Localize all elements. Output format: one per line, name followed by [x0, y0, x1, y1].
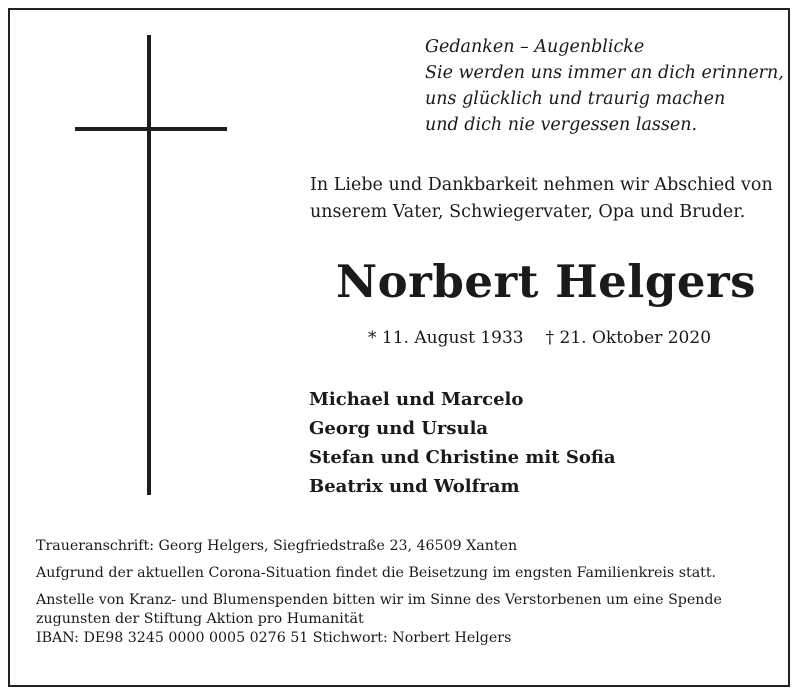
donation-iban: IBAN: DE98 3245 0000 0005 0276 51 Stichwort: Norbert Helgers	[36, 630, 512, 646]
donation-line: Anstelle von Kranz- und Blumenspenden bitten wir im Sinne des Verstorbenen um eine Spende	[36, 592, 722, 608]
donation-line: zugunsten der Stiftung Aktion pro Humanität	[36, 611, 364, 627]
cross-icon-bar	[75, 127, 227, 131]
mourner-entry: Beatrix und Wolfram	[309, 476, 520, 497]
mourner-entry: Stefan und Christine mit Sofia	[309, 447, 616, 468]
poem-line: Sie werden uns immer an dich erinnern,	[425, 63, 784, 83]
poem-line: Gedanken – Augenblicke	[425, 37, 645, 57]
birth-date: * 11. August 1933	[368, 328, 524, 348]
farewell-intro	[310, 172, 773, 226]
poem-line: und dich nie vergessen lassen.	[425, 115, 698, 135]
donation-note	[36, 591, 722, 648]
mourning-address: Traueranschrift: Georg Helgers, Siegfriedstraße 23, 46509 Xanten	[36, 538, 518, 554]
life-dates	[368, 327, 711, 349]
deceased-name: Norbert Helgers	[336, 255, 756, 308]
burial-note: Aufgrund der aktuellen Corona-Situation findet die Beisetzung im engsten Familienkreis statt.	[36, 565, 717, 581]
death-date: † 21. Oktober 2020	[545, 328, 712, 348]
poem-line: uns glücklich und traurig machen	[425, 89, 726, 109]
mourner-entry: Georg und Ursula	[309, 418, 489, 439]
notice-footer	[36, 537, 722, 648]
memorial-poem	[425, 34, 784, 138]
intro-line: In Liebe und Dankbarkeit nehmen wir Abschied von	[310, 175, 773, 195]
mourners-list	[309, 385, 616, 501]
cross-icon	[147, 35, 151, 495]
mourner-entry: Michael und Marcelo	[309, 389, 524, 410]
intro-line: unserem Vater, Schwiegervater, Opa und Bruder.	[310, 202, 746, 222]
